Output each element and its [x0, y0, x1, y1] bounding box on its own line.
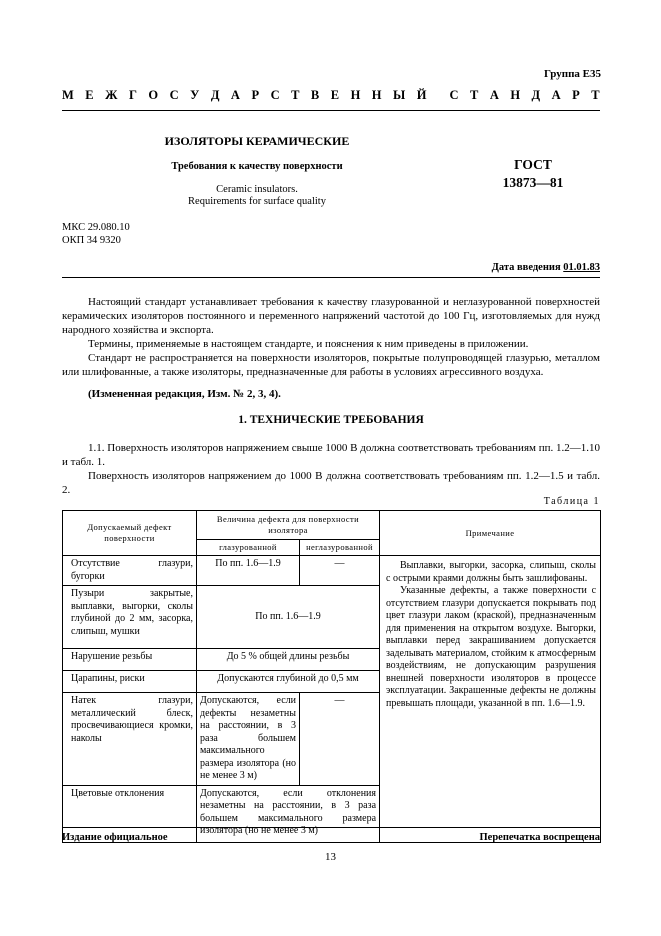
- note-paragraph-1: Выплавки, выгорки, засорка, слипыш, сколы с острыми краями должны быть зашлифованы.: [386, 560, 597, 584]
- banner-letter: Р: [572, 88, 580, 102]
- banner-letter: Е: [85, 88, 94, 102]
- banner-letter: Н: [371, 88, 382, 102]
- row-glazed: По пп. 1.6—1.9: [197, 556, 300, 586]
- date-value: 01.01.83: [563, 262, 600, 273]
- english-title-line1: Ceramic insulators.: [216, 184, 298, 195]
- row-defect: Пузыри закрытые, выплавки, выгорки, сколы глубиной до 2 мм, засорка, слипыш, мушки: [63, 586, 197, 649]
- footer-reprint-notice: Перепечатка воспрещена: [479, 832, 600, 843]
- header-glazed: глазурованной: [197, 540, 300, 556]
- banner-letter: Ы: [393, 88, 406, 102]
- banner-letter: Т: [291, 88, 300, 102]
- banner-letter: Ж: [105, 88, 118, 102]
- header-unglazed: неглазурованной: [300, 540, 380, 556]
- row-glazed: Допускаются, если дефекты незаметны на расстоянии, в 3 раза большем максимального размера изолятора (но не менее 3 м): [197, 693, 300, 786]
- banner-letter: Г: [128, 88, 137, 102]
- amendment-note: [62, 387, 600, 401]
- intro-text-3: Стандарт не распространяется на поверхности изоляторов, покрытые полупроводящей глазурью, металлом или шлифованные, а также изоляторы, предназначенные для работы в условиях агрессивного воздуха.: [62, 352, 600, 378]
- group-code: Группа Е35: [543, 68, 601, 80]
- note-paragraph-2: Указанные дефекты, а также поверхности с отсутствием глазури допускается покрывать под цвет глазури лаком (краской), предназначенным для применения на открытом воздухе. Выгорки, выплавки перед закрашиванием допускается заделывать материалом, стойким к атмосферным воздействиям, не допускающим разрушения внешней поверхности изоляторов в процессе эксплуатации. Закрашенные дефекты не должны превышать площади, указанной в пп. 1.6—1.9.: [386, 585, 597, 709]
- banner-letter: Й: [416, 88, 427, 102]
- clause-1-1-text: 1.1. Поверхность изоляторов напряжением свыше 1000 В должна соответствовать требованиям пп. 1.2—1.10 и табл. 1.: [62, 442, 600, 468]
- header-magnitude: Величина дефекта для поверхности изолятора: [197, 511, 380, 540]
- clause-1-1: [62, 441, 600, 469]
- banner-letter: Е: [330, 88, 340, 102]
- banner-letter: О: [148, 88, 159, 102]
- intro-paragraph-1: [62, 295, 600, 337]
- section-title: 1. ТЕХНИЧЕСКИЕ ТРЕБОВАНИЯ: [238, 414, 424, 426]
- banner-letter: Т: [469, 88, 479, 102]
- banner-letter: С: [169, 88, 179, 102]
- table-label: Таблица 1: [543, 496, 600, 507]
- row-defect: Натек глазури, металлический блеск, просвечивающиеся кромки, наколы: [63, 693, 197, 786]
- banner-letter: У: [190, 88, 200, 102]
- standard-banner: [62, 88, 600, 103]
- intro-text-2: Термины, применяемые в настоящем стандарте, и пояснения к ним приведены в приложении.: [88, 338, 529, 350]
- banner-letter: Д: [531, 88, 541, 102]
- row-both: Допускаются глубиной до 0,5 мм: [197, 671, 380, 693]
- banner-letter: А: [489, 88, 499, 102]
- amendment-text: (Измененная редакция, Изм. № 2, 3, 4).: [88, 388, 281, 400]
- intro-paragraph-2: [62, 337, 600, 351]
- table-row: [63, 556, 601, 586]
- clause-1-1-b-text: Поверхность изоляторов напряжением до 1000 В должна соответствовать требованиям пп. 1.2—1.5 и табл. 2.: [62, 470, 600, 496]
- row-defect: Царапины, риски: [63, 671, 197, 693]
- row-defect: Отсутствие глазури, бугорки: [63, 556, 197, 586]
- intro-text-1: Настоящий стандарт устанавливает требования к качеству глазурованной и неглазурованной поверхностей керамических изоляторов постоянного и переменного напряжений частотой до 100 Гц, изготовляемых для нужд народного хозяйства и экспорта.: [62, 296, 600, 336]
- banner-letter: А: [230, 88, 240, 102]
- row-unglazed: —: [300, 556, 380, 586]
- banner-letter: М: [62, 88, 74, 102]
- table-note: [380, 556, 601, 843]
- mks-code: МКС 29.080.10: [62, 222, 130, 233]
- document-subtitle: Требования к качеству поверхности: [171, 161, 343, 172]
- header-note: Примечание: [380, 511, 601, 556]
- intro-paragraph-3: [62, 351, 600, 379]
- row-both: До 5 % общей длины резьбы: [197, 649, 380, 671]
- banner-letter: С: [449, 88, 459, 102]
- english-title-line2: Requirements for surface quality: [188, 196, 326, 207]
- banner-letter: Н: [350, 88, 361, 102]
- footer-official-edition: Издание официальное: [62, 832, 168, 843]
- banner-letter: Р: [251, 88, 260, 102]
- gost-label: ГОСТ: [514, 157, 552, 172]
- date-label: Дата введения: [491, 262, 561, 273]
- table-header-row: [63, 511, 601, 540]
- okp-code: ОКП 34 9320: [62, 235, 121, 246]
- banner-letter: Д: [210, 88, 220, 102]
- gost-number: 13873—81: [502, 175, 564, 190]
- clause-1-1-b: [62, 469, 600, 497]
- banner-letter: Т: [591, 88, 600, 102]
- page-number: 13: [325, 851, 336, 863]
- header-defect: Допускаемый дефект поверхности: [63, 511, 197, 556]
- banner-letter: А: [551, 88, 561, 102]
- row-both: Допускаются, если отклонения незаметны на расстоянии, в 3 раза большем максимального размера изолятора (но не менее 3 м): [197, 785, 380, 842]
- row-defect: Нарушение резьбы: [63, 649, 197, 671]
- row-unglazed: —: [300, 693, 380, 786]
- row-both: По пп. 1.6—1.9: [197, 586, 380, 649]
- defects-table: [62, 510, 601, 843]
- banner-letter: В: [310, 88, 320, 102]
- document-title: ИЗОЛЯТОРЫ КЕРАМИЧЕСКИЕ: [164, 134, 350, 148]
- banner-letter: Н: [510, 88, 521, 102]
- banner-rule: [62, 110, 600, 111]
- introduction-date: [492, 262, 600, 273]
- banner-letter: С: [270, 88, 280, 102]
- date-rule: [62, 277, 600, 278]
- row-defect: Цветовые отклонения: [63, 785, 197, 842]
- footer-rule: [62, 827, 600, 828]
